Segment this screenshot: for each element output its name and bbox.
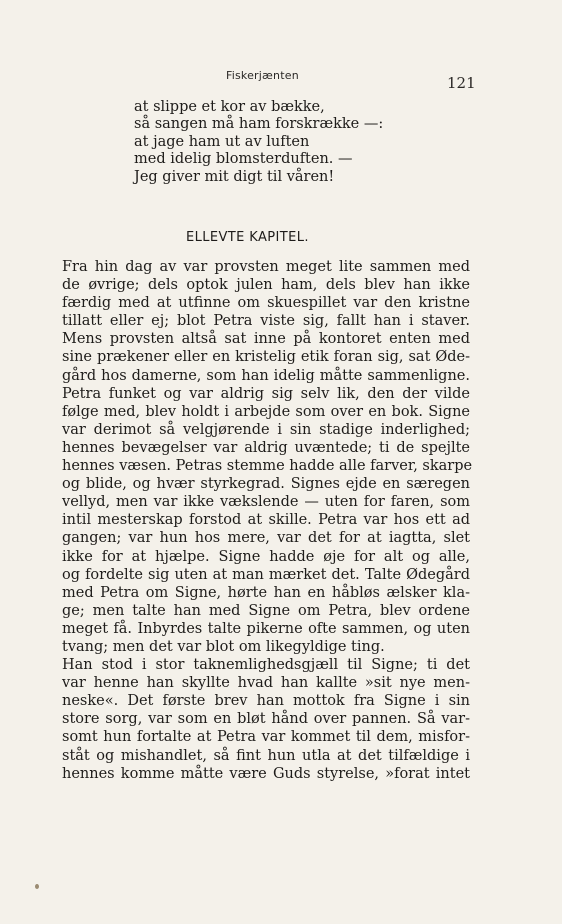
text-line: somt hun fortalte at Petra var kommet til dem, misfor- [62,729,470,746]
running-head: Fiskerjænten [226,69,299,82]
text-line: ikke for at hjælpe. Signe hadde øje for alt og alle, [62,548,470,565]
text-line: og blide, og hvær styrkegrad. Signes ejde en særegen [62,476,470,493]
text-line: tillatt eller ej; blot Petra viste sig, fallt han i staver. [62,313,470,330]
text-line: vellyd, men var ikke vækslende — uten for faren, som [62,494,470,511]
text-line: intil mesterskap forstod at skille. Petra var hos ett ad [62,512,470,529]
text-line: store sorg, var som en bløt hånd over pannen. Så var- [62,711,470,728]
text-line: følge med, blev holdt i arbejde som over en bok. Signe [62,403,470,420]
text-line: Han stod i stor taknemlighedsgjæll til Signe; ti det [62,657,470,674]
text-line: gård hos damerne, som han idelig måtte sammenligne. [62,367,470,384]
poem-line: at slippe et kor av bække, [134,99,325,115]
text-line: var henne han skyllte hvad han kallte »sit nye men- [62,675,470,692]
poem-line: Jeg giver mit digt til våren! [134,168,335,185]
text-line: neske«. Det første brev han mottok fra Signe i sin [62,693,470,710]
text-line: hennes bevægelser var aldrig uvæntede; ti de spejlte [62,439,470,456]
text-line: de øvrige; dels optok julen ham, dels blev han ikke [62,277,470,294]
text-line: tvang; men det var blot om likegyldige ting. [62,638,385,655]
text-line: meget få. Inbyrdes talte pikerne ofte sammen, og uten [62,620,470,637]
poem-line: så sangen må ham forskrække —: [134,116,384,133]
text-line: Mens provsten altså sat inne på kontoret enten med [62,331,470,348]
text-line: Fra hin dag av var provsten meget lite sammen med [62,259,470,275]
poem-stanza [134,99,434,186]
text-line: Petra funket og var aldrig sig selv lik, den der vilde [62,385,470,402]
text-line: gangen; var hun hos mere, var det for at iagtta, slet [62,530,470,547]
text-line: hennes væsen. Petras stemme hadde alle farver, skarpe [62,458,473,475]
text-line: og fordelte sig uten at man mærket det. Talte Ødegård [62,566,470,583]
body-text [62,258,473,783]
text-line: ge; men talte han med Signe om Petra, blev ordene [62,602,470,619]
page-number: 121 [447,74,476,92]
text-line: ståt og mishandlet, så fint hun utla at det tilfældige i [62,747,470,764]
chapter-heading: ELLEVTE KAPITEL. [186,230,309,245]
text-line: var derimot så velgjørende i sin stadige inderlighed; [62,421,470,438]
poem-line: med idelig blomsterduften. — [134,151,353,168]
paper-speck [35,884,39,889]
text-line: med Petra om Signe, hørte han en håbløs ælsker kla- [62,584,470,601]
poem-line: at jage ham ut av luften [134,133,310,150]
text-line: færdig med at utfinne om skuespillet var den kristne [62,295,470,312]
text-line: hennes komme måtte være Guds styrelse, »forat intet [62,765,470,782]
text-line: sine prækener eller en kristelig etik foran sig, sat Øde- [62,349,470,366]
